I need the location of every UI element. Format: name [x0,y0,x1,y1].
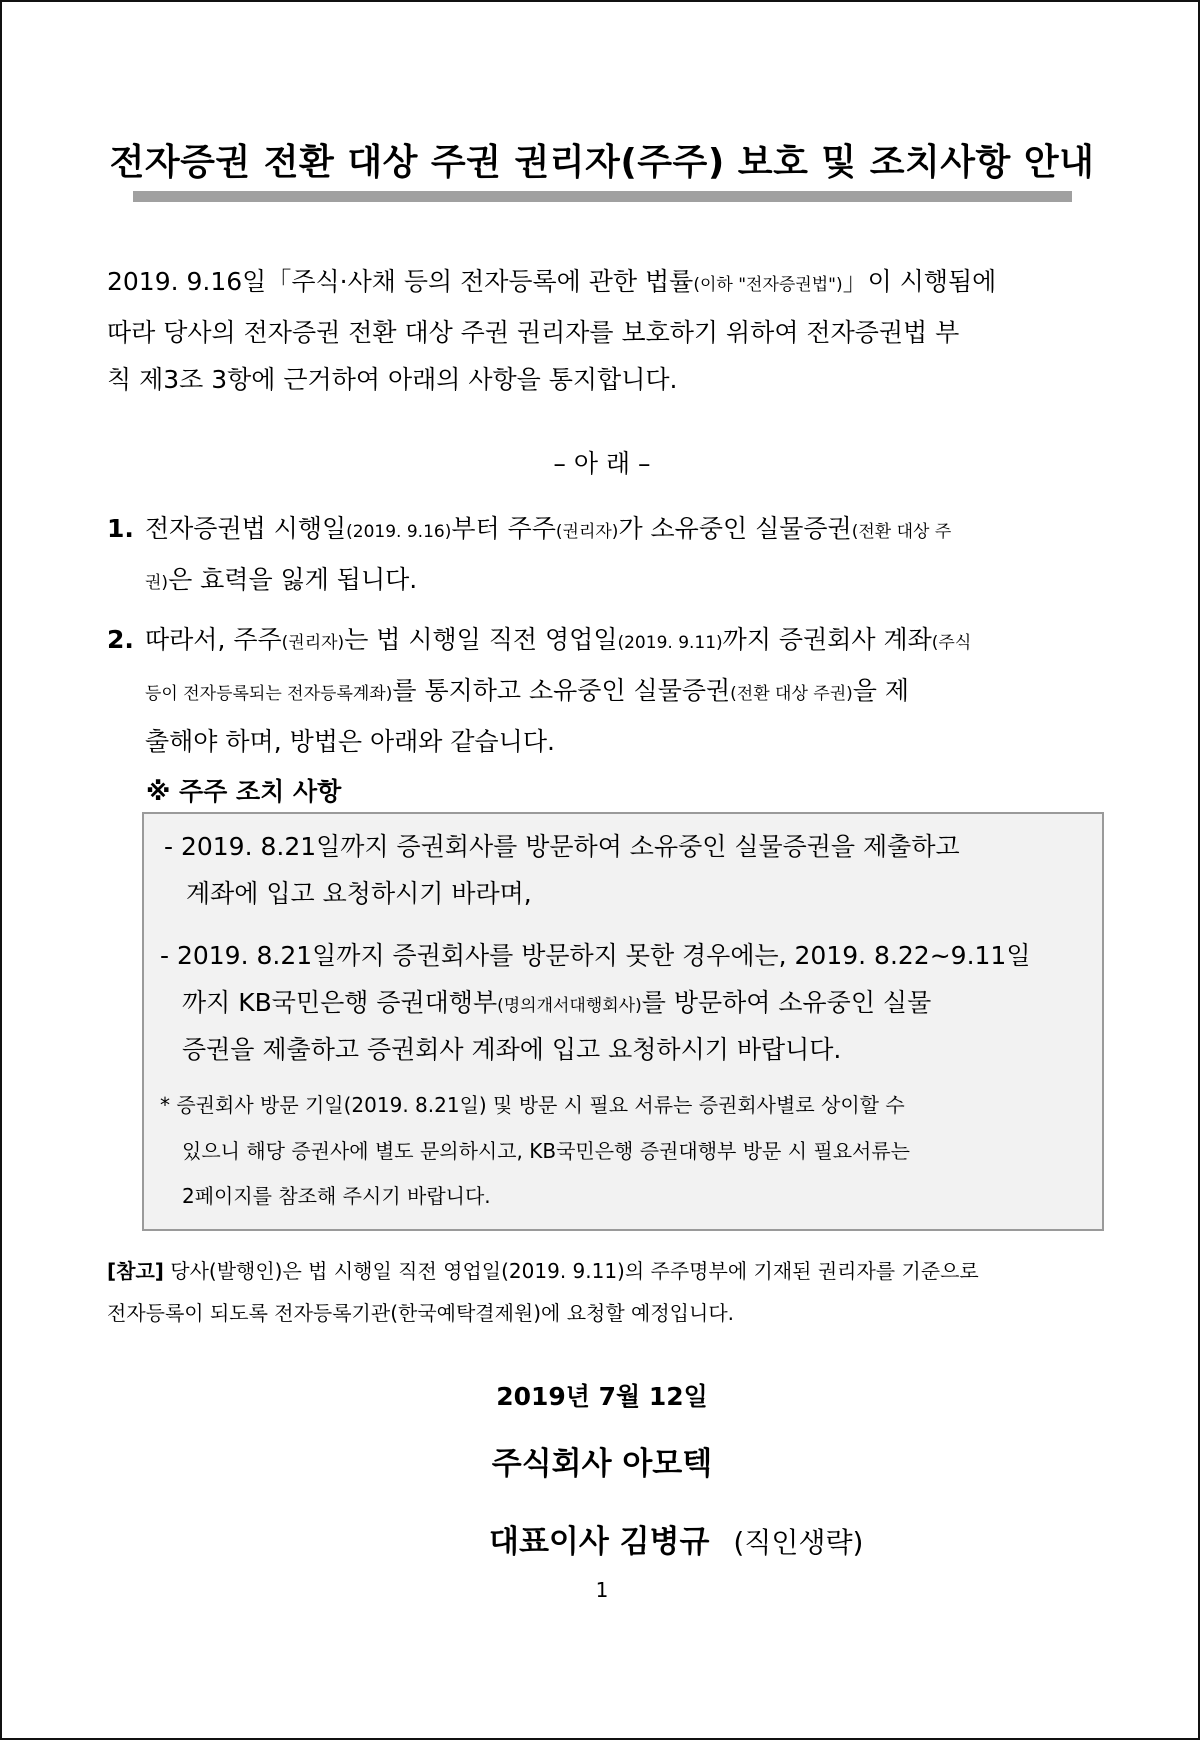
measure-line: - 2019. 8.21일까지 증권회사를 방문하여 소유중인 실물증권을 제출하고 [164,832,960,861]
item-text: 까지 증권회사 계좌 [722,625,932,654]
item-text: 을 제 [852,676,910,705]
item-aside: 권) [145,573,169,593]
signature-block [489,1516,863,1561]
item-body [145,616,1097,765]
measure-text: 를 방문하여 소유중인 실물 [641,988,932,1017]
item-number: 1. [107,514,134,543]
intro-text: 2019. 9.16일「주식·사채 등의 전자등록에 관한 법률 [107,267,694,296]
item-body [145,505,1097,607]
ceo-name: 대표이사 김병규 [489,1524,710,1560]
item-line [145,667,1097,718]
item-aside: (2019. 9.11) [617,633,723,653]
measure-line: 계좌에 입고 요청하시기 바라며, [186,879,532,908]
item-text: 전자증권법 시행일 [145,514,347,543]
measure-line: 증권을 제출하고 증권회사 계좌에 입고 요청하시기 바랍니다. [182,1035,842,1064]
reference-line [107,1250,1097,1292]
item-text: 따라서, 주주 [145,625,282,654]
item-line [145,556,1097,607]
measure-text: 까지 KB국민은행 증권대행부 [182,988,498,1017]
reference-label: [참고] [107,1259,164,1283]
measures-box [142,812,1104,1231]
item-text: 은 효력을 잃게 됩니다. [168,565,418,594]
item-aside: (권리자) [281,633,345,653]
intro-line: 따라 당사의 전자증권 전환 대상 주권 권리자를 보호하기 위하여 전자증권법 부 [107,318,960,347]
item-aside: (전환 대상 주권) [730,684,853,704]
seal-note: (직인생략) [733,1526,864,1559]
page-title: 전자증권 전환 대상 주권 권리자(주주) 보호 및 조치사항 안내 [109,142,1095,183]
measures-heading: ※ 주주 조치 사항 [146,777,342,806]
issue-date: 2019년 7월 12일 [496,1382,708,1411]
item-text: 부터 주주 [451,514,556,543]
item-aside: 등이 전자등록되는 전자등록계좌) [145,684,393,704]
measure-note: 2페이지를 참조해 주시기 바랍니다. [182,1184,491,1208]
item-aside: (권리자) [555,522,619,542]
page-number: 1 [595,1578,609,1602]
item-text: 를 통지하고 소유중인 실물증권 [392,676,731,705]
intro-line: 칙 제3조 3항에 근거하여 아래의 사항을 통지합니다. [107,365,678,394]
measure-line: - 2019. 8.21일까지 증권회사를 방문하지 못한 경우에는, 2019. 8.22~9.11일 [160,941,1031,970]
company-name: 주식회사 아모텍 [491,1446,713,1482]
intro-line [107,258,1097,309]
item-line: 출해야 하며, 방법은 아래와 같습니다. [145,727,555,756]
item-line [145,505,1097,556]
measure-note: * 증권회사 방문 기일(2019. 8.21일) 및 방문 시 필요 서류는 증권회사별로 상이할 수 [160,1093,905,1117]
intro-paragraph [107,258,1097,403]
reference-text: 당사(발행인)은 법 시행일 직전 영업일(2019. 9.11)의 주주명부에 기재된 권리자를 기준으로 [163,1259,979,1283]
reference-note [107,1250,1097,1334]
item-aside: (전환 대상 주 [851,522,952,542]
measure-note: 있으니 해당 증권사에 별도 문의하시고, KB국민은행 증권대행부 방문 시 필요서류는 [182,1139,910,1163]
title-underline [133,191,1072,202]
item-line [145,616,1097,667]
intro-text: 」이 시행됨에 [842,267,997,296]
measure-line [182,988,931,1021]
item-aside: (주식 [931,633,972,653]
reference-line: 전자등록이 되도록 전자등록기관(한국예탁결제원)에 요청할 예정입니다. [107,1301,734,1325]
intro-aside: (이하 "전자증권법") [693,275,843,295]
item-text: 가 소유중인 실물증권 [618,514,852,543]
section-heading: – 아 래 – [553,449,651,478]
item-aside: (2019. 9.16) [346,522,452,542]
item-text: 는 법 시행일 직전 영업일 [344,625,618,654]
item-number: 2. [107,625,134,654]
measure-aside: (명의개서대행회사) [497,996,642,1016]
